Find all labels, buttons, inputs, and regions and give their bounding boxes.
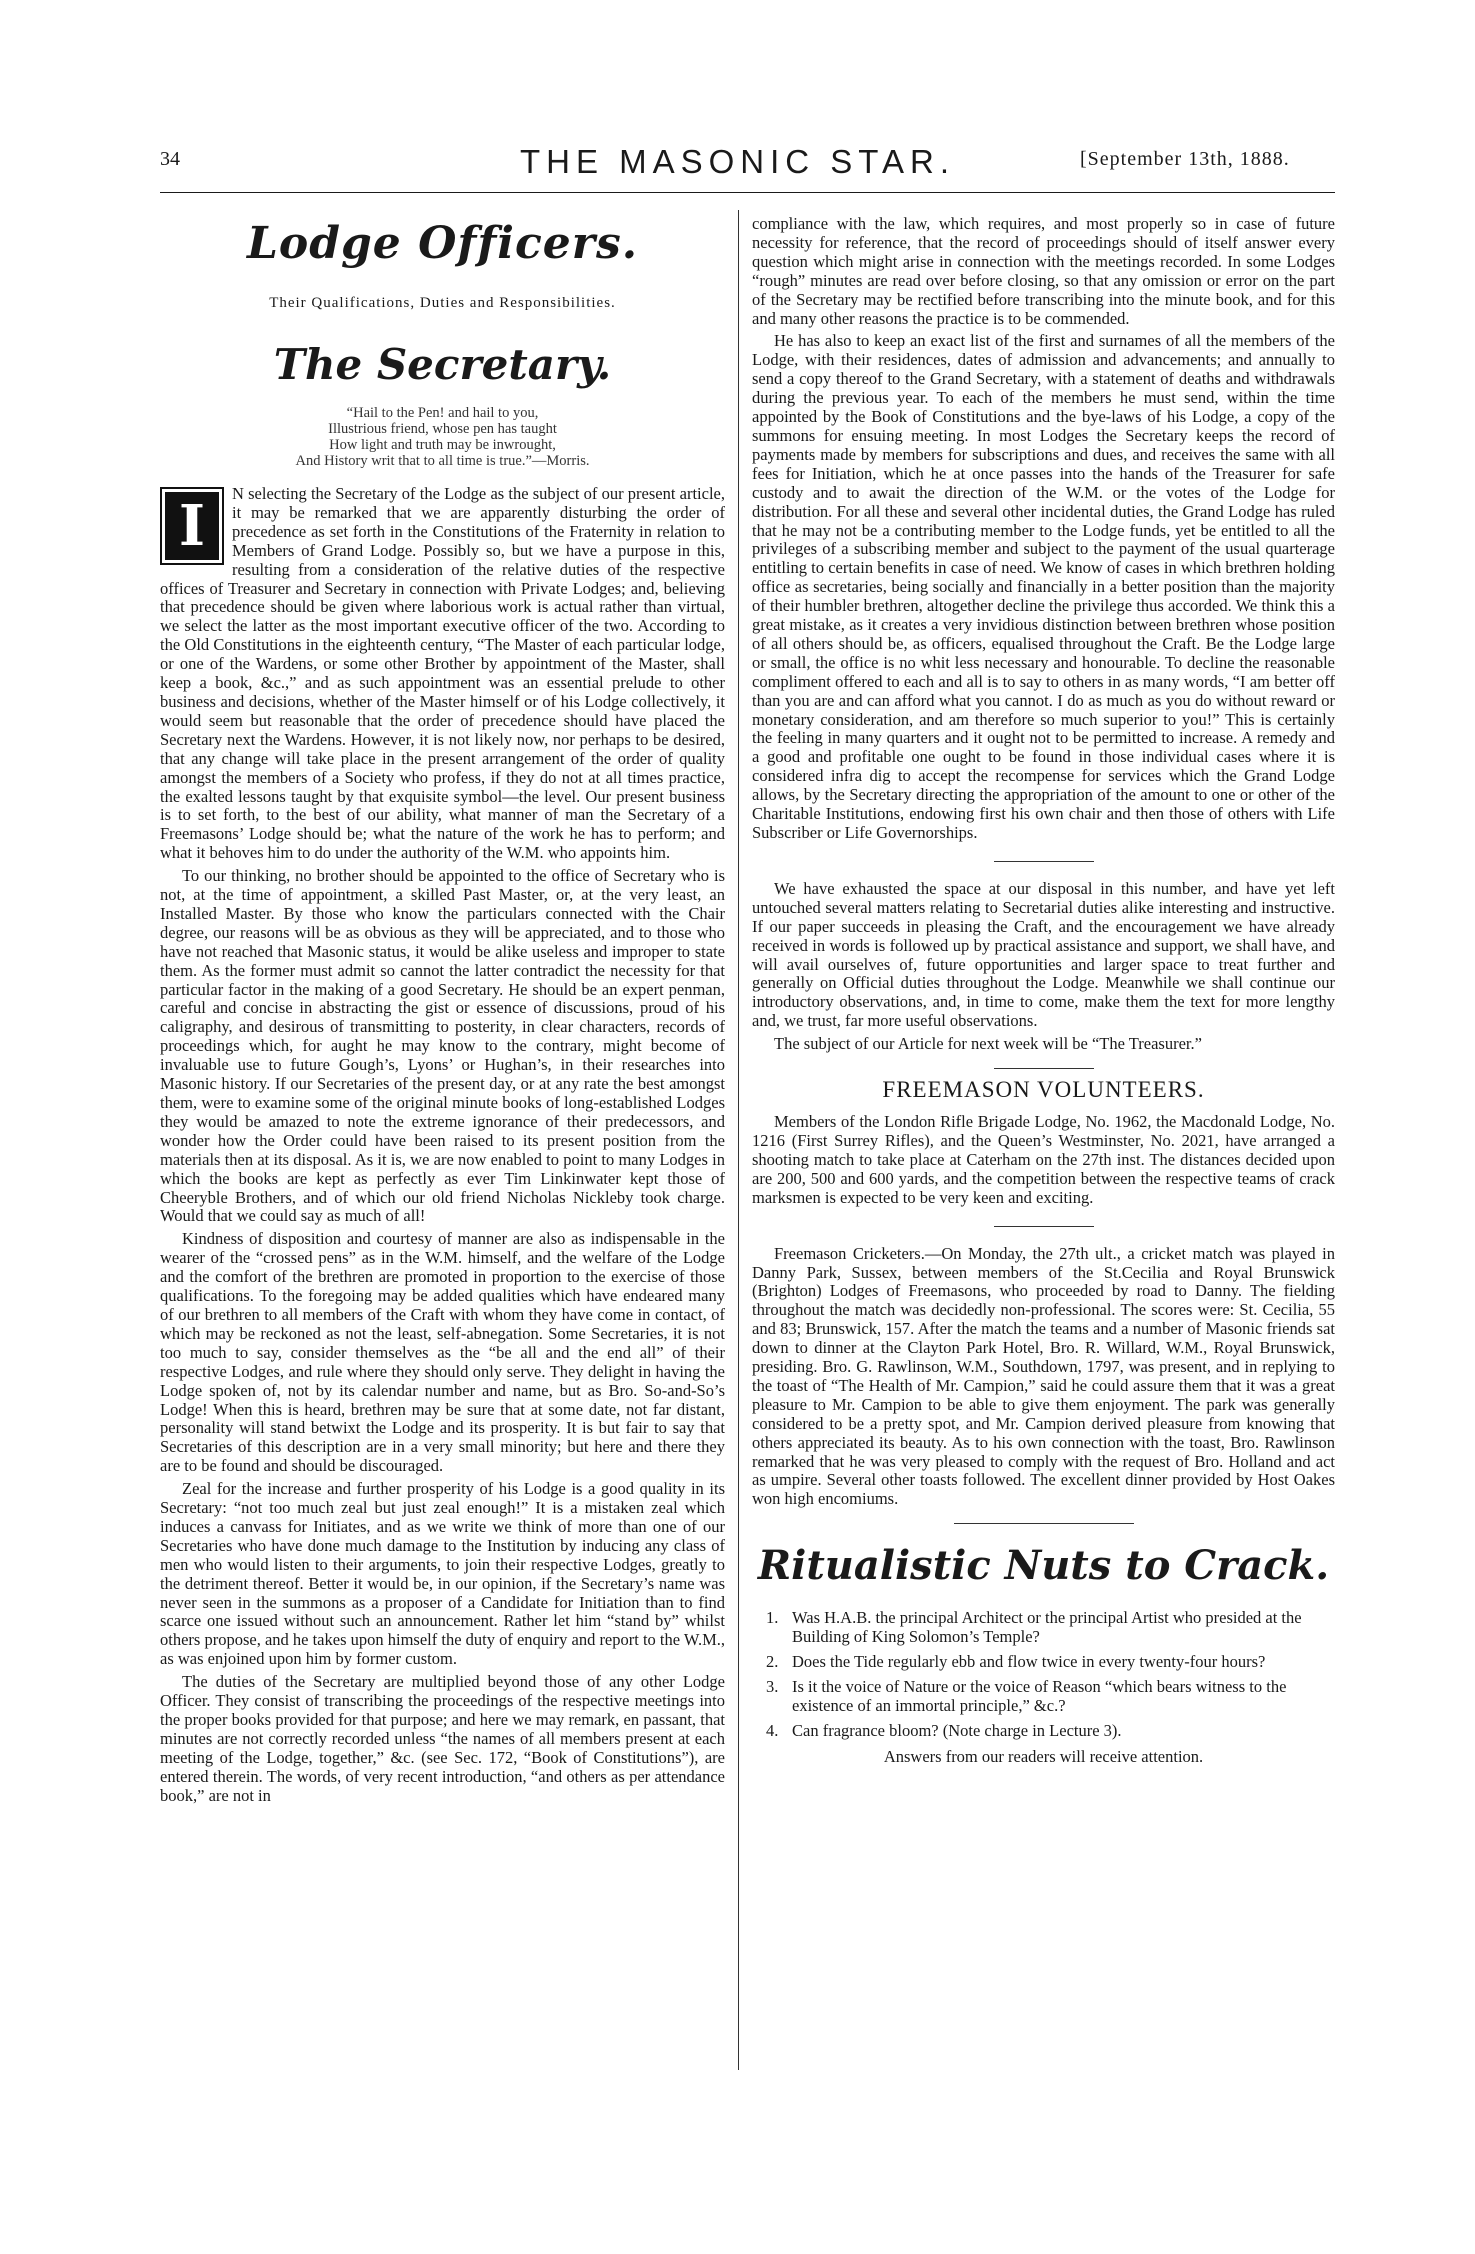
body-paragraph: Kindness of disposition and courtesy of manner are also as indispensable in the wearer of the “crossed pens” as in the W.M. himself, and the welfare of the Lodge and the comfort of the brethren are promoted in proportion to the exercise of those qualifications. To the foregoing may be added qualities which have endeared many of our brethren to all members of the Craft with whom they have come in contact, of which may be reckoned as not the least, self-abnegation. Some Secretaries, it is not too much to say, consider themselves as the “be all and the end all” of their respective Lodges, and rule where they should only serve. They delight in having the Lodge spoken of, not by its calendar number and name, but as Bro. So-and-So’s Lodge! When this is heard, brethren may be sure that at some date, not far distant, personality will stand betwixt the Lodge and its prosperity. It is but fair to say that Secretaries of this description are in a very small minority; but here and there they are to be found and should be discouraged. [160, 1229, 725, 1476]
question-text: Is it the voice of Nature or the voice of Reason “which bears witness to the existence of an immortal principle,” &c.? [792, 1677, 1287, 1715]
questions-list [752, 1609, 1335, 1740]
header-rule [160, 192, 1335, 193]
issue-date: [September 13th, 1888. [1080, 148, 1290, 170]
question-text: Was H.A.B. the principal Architect or the principal Artist who presided at the Building of King Solomon’s Temple? [792, 1608, 1302, 1647]
question-number: 4. [766, 1720, 779, 1740]
volunteers-heading: FREEMASON VOLUNTEERS. [882, 1077, 1205, 1103]
section-divider [994, 1226, 1094, 1227]
body-paragraph: Zeal for the increase and further prosperity of his Lodge is a good quality in its Secretary: “not too much zeal but just zeal enough!” It is a mistaken zeal which induces a canvass for Initiates, and as we write we think of more than one of our Secretaries who have done much damage to the Institution by inducing any class of men who would listen to their arguments, to join their respective Lodges, greatly to the detriment thereof. Better it would be, in our opinion, if the Secretary’s name was never seen in the summons as a proposer of a Candidate for Initiation than to find scarce one issued without such an announcement. Rather let him “stand by” whilst others propose, and he takes upon himself the duty of enquiry and report to the W.M., as was enjoined upon him by former custom. [160, 1479, 726, 1669]
cricket-paragraph: Freemason Cricketers.—On Monday, the 27th ult., a cricket match was played in Danny Park, Sussex, between members of the St.Cecilia and Royal Brunswick (Brighton) Lodges of Freemasons, who proceeded by road to Danny. The fielding throughout the match was decidedly non-professional. The scores were: St. Cecilia, 55 and 83; Brunswick, 157. After the match the teams and a number of Masonic friends sat down to dinner at the Clayton Park Hotel, Bro. R. Willard, W.M., Royal Brunswick, presiding. Bro. G. Rawlinson, W.M., Southdown, 1797, was present, and in replying to the toast of “The Health of Mr. Campion,” said he could assure them that it was a great pleasure to Mr. Campion to be able to give them enjoyment. The park was generally considered to be a pretty spot, and Mr. Campion derived pleasure from knowing that others appreciated its beauty. As to his own connection with the toast, Bro. Rawlinson remarked that he was very pleased to comply with the request of Bro. Holland and act as umpire. Several other toasts followed. The excellent dinner provided by Host Oakes won high encomiums. [752, 1243, 1335, 1509]
section-divider [994, 1068, 1094, 1069]
answers-note: Answers from our readers will receive attention. [883, 1746, 1204, 1766]
section-divider [954, 1523, 1134, 1524]
body-paragraph: The duties of the Secretary are multiplied beyond those of any other Lodge Officer. They consist of transcribing the proceedings of the respective meetings into the proper books provided for that purpose; and here we may remark, en passant, that minutes are not correctly recorded unless “the names of all members present at each meeting of the Lodge, together,” &c. (see Sec. 172, “Book of Constitutions”), are entered therein. The words, of very recent introduction, “and others as per attendance book,” are not in [160, 1672, 725, 1805]
article-subheading: Their Qualifications, Duties and Responsibilities. [269, 295, 616, 311]
question-number: 2. [766, 1652, 779, 1672]
nuts-heading: Ritualistic Nuts to Crack. [757, 1542, 1330, 1590]
article-body [160, 485, 725, 1806]
left-column [160, 210, 725, 1806]
closing-paragraph: We have exhausted the space at our disposal in this number, and have yet left untouched several matters relating to Secretarial duties alike interesting and instructive. If our paper succeeds in pleasing the Craft, and the encouragement we have already received in words is followed up by practical assistance and support, we shall have, and will avail ourselves of, future opportunities and larger space to treat further and generally on Official duties throughout the Lodge. Meanwhile we shall continue our introductory observations, and, in time to come, make them the text for more lengthy and, we trust, far more useful observations. [752, 878, 1335, 1031]
verse-line: “Hail to the Pen! and hail to you, [346, 405, 539, 421]
verse-line: How light and truth may be inwrought, [329, 437, 556, 453]
right-column [752, 215, 1335, 1767]
section-divider [994, 861, 1094, 862]
body-paragraph: compliance with the law, which requires, and most properly so in case of future necessity for reference, that the record of proceedings should of itself answer every question which might arise in connection with the meetings recorded. In some Lodges “rough” minutes are read over before closing, so that any omission or error on the part of the Secretary may be rectified before transcribing into the minute book, and for this and many other reasons the practice is to be commended. [752, 214, 1335, 328]
question-number: 1. [766, 1608, 779, 1628]
body-paragraph: N selecting the Secretary of the Lodge as the subject of our present article, it may be remarked that we are apparently disturbing the order of precedence as set forth in the Constitutions of the Fraternity in relation to Members of Grand Lodge. Possibly so, but we have a purpose in this, resulting from a consideration of the relative duties of the respective offices of Treasurer and Secretary in connection with Private Lodges; and, believing that precedence should be given where laborious work is actual rather than virtual, we select the latter as the most important executive officer of the two. According to the Old Constitutions in the eighteenth century, “The Master of each particular lodge, or one of the Wardens, or some other Brother by appointment of the Master, shall keep a book, &c.,” and as such appointment was an essential prelude to other business and decisions, whether of the Master himself or of his Lodge collectively, it would seem but reasonable that the order of precedence should have placed the Secretary next the Wardens. However, it is not likely now, nor perhaps to be desired, that any change will take place in the present arrangement of the order of quality amongst the members of a Society who profess, if they do not at all times practice, the exalted lessons taught by that exquisite symbol—the level. Our present business is to set forth, to the best of our ability, what manner of man the Secretary of a Freemasons’ Lodge should be; what the nature of the work he has to perform; and what it behoves him to do under the authority of the W.M. who appoints him. [160, 484, 725, 863]
body-paragraph: He has also to keep an exact list of the first and surnames of all the members of the Lodge, with their residences, dates of admission and advancements; and annually to send a copy thereof to the Grand Secretary, with a statement of deaths and withdrawals during the previous year. To each of the members he must send, within the time appointed by the Book of Constitutions and the bye-laws of his Lodge, a copy of the summons for ensuing meeting. In most Lodges the Secretary keeps the record of payments made by members for subscriptions and dues, and receives the same with all fees for Initiation, which he at once passes into the hands of the Treasurer for safe custody and to await the direction of the W.M. or the votes of the Lodge for distribution. For all these and several other incidental duties, the Grand Lodge has ruled that he may not be a contributing member to the Lodge funds, yet be entitled to all the privileges of a subscribing member and subject to the payment of the usual quarterage entitling to certain benefits in case of need. We know of cases in which brethren holding office as secretaries, being socially and financially in a better position than the majority of their humbler brethren, altogether decline the privilege thus accorded. We think this a great mistake, as it creates a very invidious distinction between brethren whose position of all others should be, as officers, equalised throughout the Craft. Be the Lodge large or small, the office is no whit less necessary and honourable. To decline the reasonable compliment offered to each and all is to say to others in as many words, “I am better off than you are and can afford what you cannot. I do as much as you do without reward or monetary consideration, and am therefore so much superior to you!” This is certainly the feeling in many quarters and it ought not to be permitted to increase. A remedy and a good and profitable one ought to be found in those individual cases where it is considered infra dig to accept the recompense for services which the Grand Lodge allows, by the Secretary directing the appropriation of the amount to one or other of the Charitable Institutions, endowing first his own chair and then those of others with Life Subscriber or Life Governorships. [752, 331, 1335, 842]
masthead-title: THE MASONIC STAR. [519, 143, 956, 180]
drop-cap: I [160, 487, 224, 565]
question-text: Does the Tide regularly ebb and flow twice in every twenty-four hours? [792, 1652, 1266, 1672]
article-heading: Lodge Officers. [246, 218, 639, 269]
next-week-note: The subject of our Article for next week will be “The Treasurer.” [774, 1034, 1202, 1054]
question-number: 3. [766, 1677, 779, 1696]
body-paragraph: To our thinking, no brother should be appointed to the office of Secretary who is not, at the time of appointment, a skilled Past Master, or, at the very least, an Installed Master. By those who know the particulars connected with the Chair degree, our reasons will be as obvious as they will be appreciated, and to those who have not reached that Masonic status, it would be alike useless and improper to state them. As the former must admit so cannot the latter contradict the necessity for that particular factor in the making of a good Secretary. He should be an expert penman, careful and concise in abstracting the gist or essence of discussions, proud of his caligraphy, and desirous of transmitting to posterity, in clear characters, records of proceedings which, for aught he may know to the contrary, might become of invaluable use to future Gough’s, Lyons’ or Hughan’s, in their researches into Masonic history. If our Secretaries of the present day, or at any rate the best amongst them, were to examine some of the original minute books of long-established Lodges they would be amazed to note the extreme ignorance of their predecessors, and wonder how the Order could have been raised to its present position from the materials then at its disposal. As it is, we are now enabled to point to many Lodges in which the books are kept as perfectly as ever Tim Linkinwater kept those of Cheeryble Brothers, and of which our old friend Nicholas Nickleby took charge. Would that we could say as much of all! [160, 866, 725, 1226]
list-item [752, 1653, 1335, 1672]
list-item [752, 1609, 1335, 1647]
column-divider [738, 210, 739, 2070]
volunteers-paragraph: Members of the London Rifle Brigade Lodge, No. 1962, the Macdonald Lodge, No. 1216 (First Surrey Rifles), and the Queen’s Westminster, No. 2021, have arranged a shooting match to take place at Caterham on the 27th inst. The distances decided upon are 200, 500 and 600 yards, and the competition between the respective teams of crack marksmen is expected to be very keen and exciting. [752, 1112, 1335, 1207]
list-item [752, 1678, 1335, 1716]
verse-line: Illustrious friend, whose pen has taught [328, 421, 557, 437]
verse-line: And History writ that to all time is true.”—Morris. [295, 453, 590, 469]
page-number: 34 [160, 148, 180, 170]
epigraph-verse [160, 405, 725, 469]
list-item [752, 1722, 1335, 1741]
section-heading: The Secretary. [273, 340, 612, 389]
question-text: Can fragrance bloom? (Note charge in Lecture 3). [792, 1720, 1122, 1740]
